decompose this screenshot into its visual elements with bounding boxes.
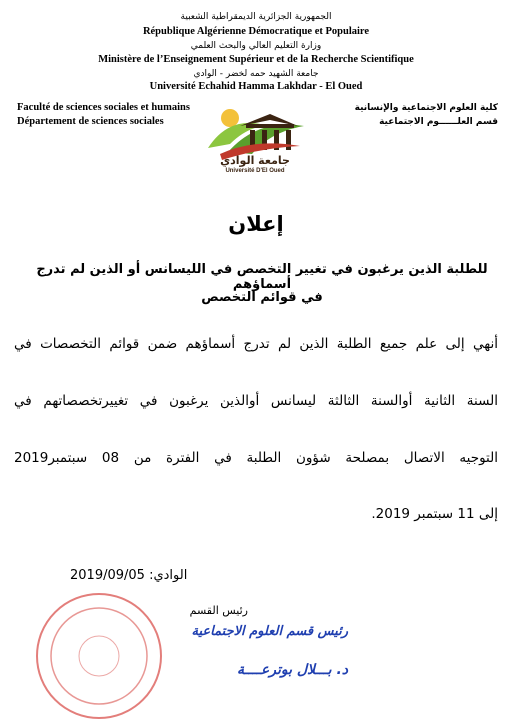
logo-text-ar: جامعة الوادي [220,154,290,167]
republic-ar: الجمهورية الجزائرية الديمقراطية الشعبية [180,12,332,22]
signature-role: رئيس القسم [189,604,248,617]
republic-fr: République Algérienne Démocratique et Populaire [142,26,370,37]
logo-text-fr: Université D'El Oued [225,168,285,174]
faculty-ar: كلية العلوم الاجتماعية والإنسانية [354,103,498,113]
university-logo [200,96,310,178]
notice-subtitle-line2: في قوائم التخصص [201,290,323,305]
signature-date: الوادي: 2019/09/05 [70,568,188,583]
university-ar: جامعة الشهيد حمه لخضر - الوادي [193,69,319,79]
body-line-2: السنة الثانية أوالسنة الثالثة ليسانس أوالذين يرغبون في تغييرتخصصاتهم في [14,393,498,409]
body-line-3: التوجيه الاتصال بمصلحة شؤون الطلبة في الفترة من 08 سبتمبر2019 [14,450,498,466]
body-line-4: إلى 11 سبتمبر 2019. [371,506,498,522]
university-fr: Université Echahid Hamma Lakhdar - El Oued [149,81,363,92]
notice-subtitle-line1: للطلبة الذين يرغبون في تغيير التخصص في الليسانس أو الذين لم تدرج أسماؤهم [36,262,488,292]
department-ar: قسم العلــــــوم الاجتماعية [379,117,498,127]
ministry-ar: وزارة التعليم العالي والبحث العلمي [190,41,322,51]
ministry-fr: Ministère de l’Enseignement Supérieur et de la Recherche Scientifique [98,54,414,65]
faculty-fr: Faculté de sciences sociales et humains [17,102,190,113]
department-fr: Département de sciences sociales [17,116,164,127]
body-line-1: أنهي إلى علم جميع الطلبة الذين لم تدرج أسماؤهم ضمن قوائم التخصصات في [14,336,498,352]
signatory-name: د. بـــلال بوترعــــة [236,662,348,678]
stamp-role: رئيس قسم العلوم الاجتماعية [191,624,348,639]
notice-title: إعلان [228,212,284,236]
